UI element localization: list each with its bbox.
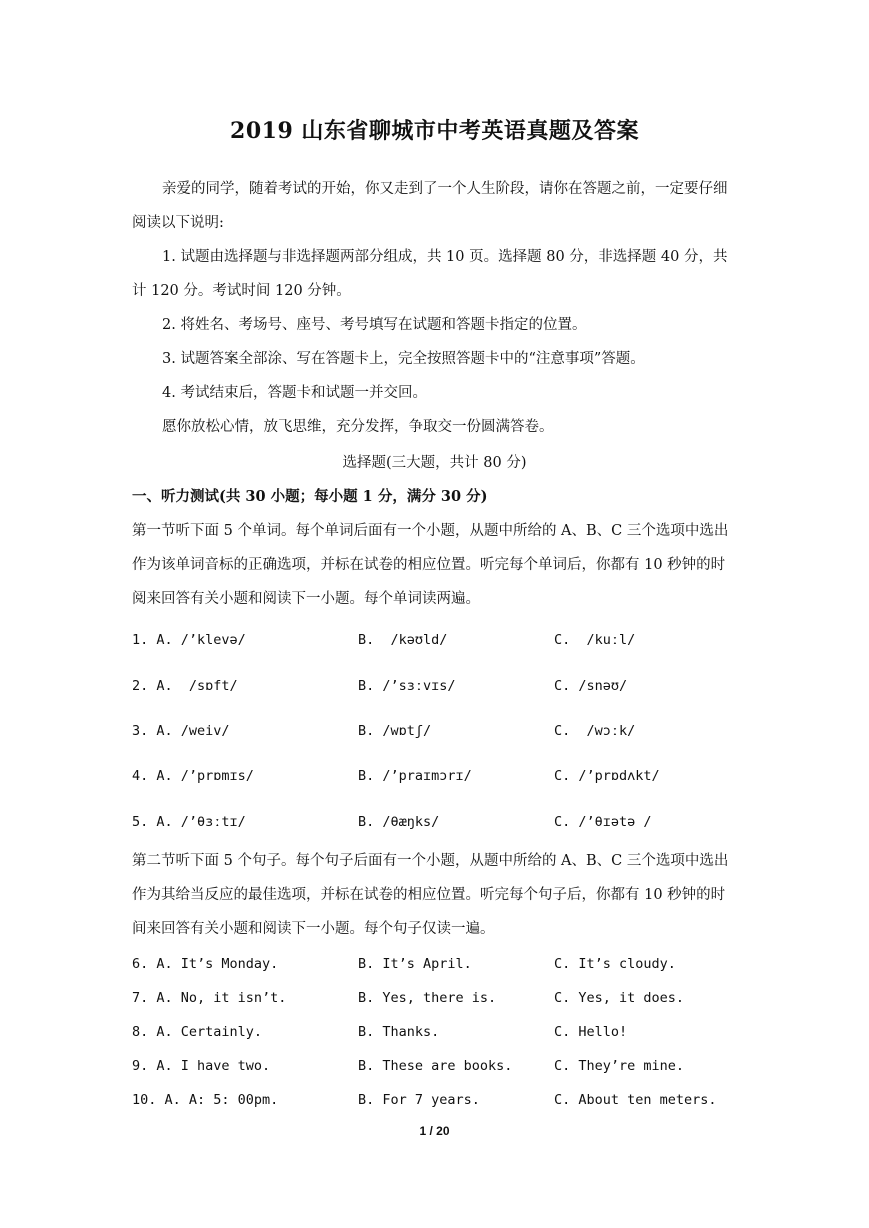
option-c: C. They’re mine. [554,1058,685,1074]
part1-section1-instructions: 第一节听下面 5 个单词。每个单词后面有一个小题，从题中所给的 A、B、C 三个选项中选出作为该单词音标的正确选项，并标在试卷的相应位置。听完每个单词后，你都有 10 秒钟的时阅来回答有关小题和阅读下一小题。每个单词读两遍。 [132,523,729,607]
option-a: 10. A. A: 5: 00pm. [132,1092,279,1108]
option-a: 2. A. /sɒft/ [132,678,238,694]
option-b: B. It’s April. [358,956,472,972]
option-b: B. /θæŋks/ [358,814,440,830]
option-a: 8. A. Certainly. [132,1024,263,1040]
intro-rule-1: 1. 试题由选择题与非选择题两部分组成，共 10 页。选择题 80 分，非选择题 40 分，共计 120 分。考试时间 120 分钟。 [132,249,728,299]
question-row [132,810,738,834]
intro-wish: 愿你放松心情，放飞思维，充分发挥，争取交一份圆满答卷。 [162,419,554,435]
intro-rule-4: 4. 考试结束后，答题卡和试题一并交回。 [162,385,427,401]
option-c: C. /snəʊ/ [554,678,628,694]
question-row [132,674,738,698]
option-b: B. /kəʊld/ [358,632,448,648]
intro-rule-3: 3. 试题答案全部涂、写在答题卡上，完全按照答题卡中的“注意事项”答题。 [162,351,645,367]
option-a: 1. A. /’klevə/ [132,632,246,648]
part1-heading: 一、听力测试(共 30 小题；每小题 1 分，满分 30 分) [132,488,488,505]
part1-section2-instructions: 第二节听下面 5 个句子。每个句子后面有一个小题，从题中所给的 A、B、C 三个选项中选出作为其给当反应的最佳选项，并标在试卷的相应位置。听完每个句子后，你都有 10 秒钟的时间来回答有关小题和阅读下一小题。每个句子仅读一遍。 [132,853,729,937]
option-a: 4. A. /’prɒmɪs/ [132,768,254,784]
option-c: C. Hello! [554,1024,628,1040]
option-c: C. About ten meters. [554,1092,717,1108]
option-c: C. /kuːl/ [554,632,636,648]
option-a: 3. A. /weiv/ [132,723,230,739]
question-row [132,719,738,743]
option-b: B. Yes, there is. [358,990,497,1006]
page-number: 1 / 20 [419,1124,450,1138]
question-row [132,986,738,1010]
option-a: 7. A. No, it isn’t. [132,990,287,1006]
option-a: 6. A. It’s Monday. [132,956,279,972]
page-title: 2019 山东省聊城市中考英语真题及答案 [230,118,639,144]
option-b: B. For 7 years. [358,1092,480,1108]
option-c: C. Yes, it does. [554,990,685,1006]
option-c: C. /wɔːk/ [554,723,636,739]
option-b: B. These are books. [358,1058,513,1074]
option-c: C. It’s cloudy. [554,956,676,972]
question-row [132,1088,738,1112]
option-b: B. /’praɪmɔrɪ/ [358,768,472,784]
option-a: 9. A. I have two. [132,1058,271,1074]
question-row [132,764,738,788]
intro-greeting: 亲爱的同学，随着考试的开始，你又走到了一个人生阶段，请你在答题之前，一定要仔细阅读以下说明: [132,181,728,231]
option-b: B. /’sɜːvɪs/ [358,678,456,694]
question-row [132,1020,738,1044]
question-row [132,952,738,976]
option-a: 5. A. /’θɜːtɪ/ [132,814,246,830]
section-title: 选择题(三大题，共计 80 分) [342,455,527,471]
option-b: B. Thanks. [358,1024,440,1040]
option-b: B. /wɒtʃ/ [358,723,432,739]
option-c: C. /’θɪətə / [554,814,652,830]
question-row [132,628,738,652]
option-c: C. /’prɒdʌkt/ [554,768,660,784]
intro-rule-2: 2. 将姓名、考场号、座号、考号填写在试题和答题卡指定的位置。 [162,317,587,333]
question-row [132,1054,738,1078]
